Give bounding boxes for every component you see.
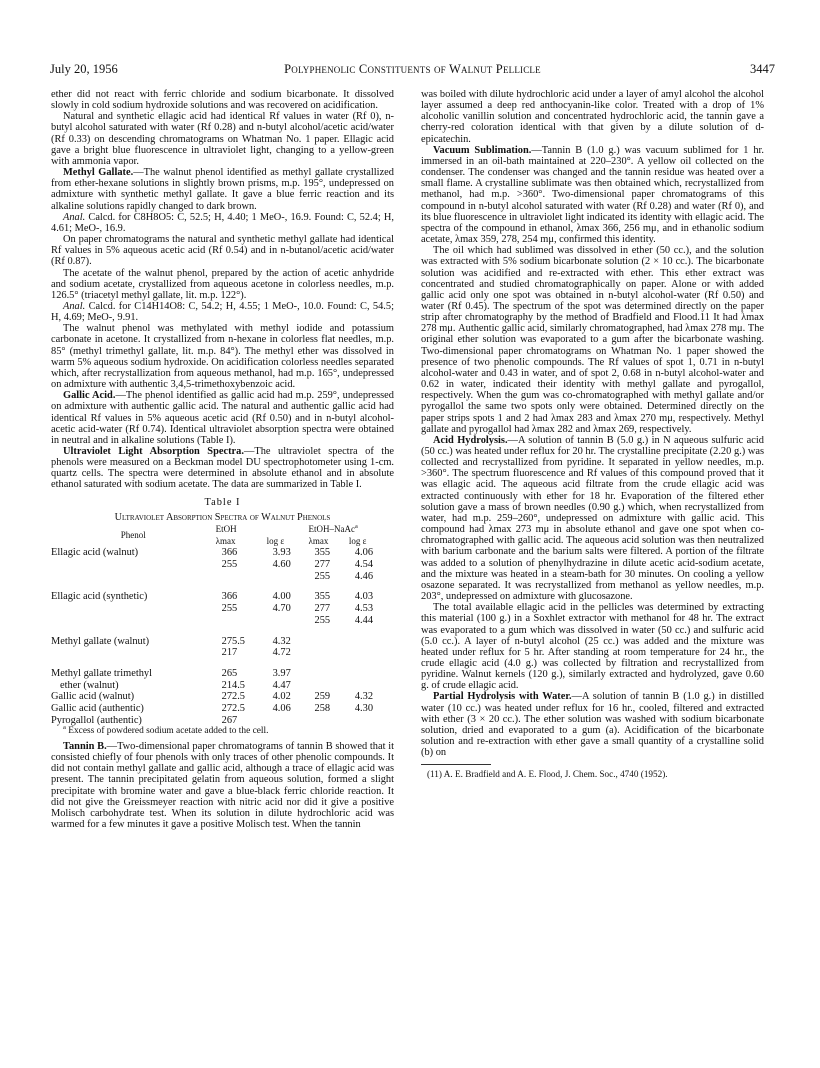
table-row [51, 680, 394, 692]
running-header [50, 62, 775, 78]
paragraph-text: Calcd. for C8H8O5: C, 52.5; H, 4.40; 1 MeO-, 16.9. Found: C, 52.4; H, 4.61; MeO-, 16.9. [51, 211, 394, 234]
cell-phenol: Ellagic acid (walnut) [51, 547, 139, 559]
paragraph [421, 435, 764, 602]
paragraph [51, 741, 394, 830]
cell-loge-etoh [267, 615, 309, 627]
table-i [51, 497, 394, 737]
cell-lmax-etoh: 366 [221, 547, 238, 559]
paragraph-text: —The ultraviolet spectra of the phenols were measured on a Beckman model DU spectrophotometer using 1-cm. quartz cells. The spectra were determined in absolute ethanol and in absolute ethanol saturated with sodium acetate. The data are summarized in Table I. [51, 446, 394, 491]
section-heading: Ultraviolet Light Absorption Spectra. [63, 446, 244, 457]
cell-lmax-naac [309, 668, 349, 680]
header-etoh-naac-label: EtOH–NaAc [308, 523, 356, 534]
cell-loge-etoh: 4.32 [272, 635, 291, 647]
table-row [51, 591, 394, 603]
cell-lmax-naac: 259 [314, 691, 331, 703]
cell-lmax-etoh: 214.5 [221, 679, 246, 691]
paragraph: was boiled with dilute hydrochloric acid under a layer of amyl alcohol the alcohol layer assumed a deep red anthocyanin-like color. Treated with a drop of 1% alcoholic vanillin solution and concentrated hydrochloric acid, the tannin gave a cherry-red coloration identical with that given by a dilute solution of d-epicatechin. [421, 89, 764, 145]
cell-loge-naac: 4.06 [354, 547, 374, 559]
cell-lmax-naac [309, 715, 349, 727]
cell-loge-etoh: 4.02 [272, 691, 291, 703]
paragraph [421, 691, 764, 758]
anal-label: Anal. [63, 211, 86, 223]
table-title: Ultraviolet Absorption Spectra of Walnut Phenols [114, 511, 331, 523]
cell-lmax-etoh: 267 [221, 714, 238, 726]
paragraph: Natural and synthetic ellagic acid had identical Rf values in water (Rf 0), n-butyl alcohol saturated with water (Rf 0.28) and n-butyl alcohol/acetic acid/water (Rf 0.33) on descending chromatograms on Whatman No. 1 paper. Ellagic acid gave a bright blue fluorescence in ultraviolet light, changing to a yellow-green with ammonia vapor. [51, 111, 394, 167]
paragraph [51, 390, 394, 446]
cell-loge-naac: 4.03 [354, 591, 374, 603]
table-row [51, 547, 394, 559]
cell-loge-etoh [267, 571, 309, 583]
paragraph: ether did not react with ferric chloride and sodium bicarbonate. It dissolved slowly in cold sodium hydroxide solutions and was recovered on acidification. [51, 89, 394, 112]
cell-loge-naac: 4.44 [354, 614, 374, 626]
footnote-marker: a [63, 724, 66, 732]
paragraph: The walnut phenol was methylated with methyl iodide and potassium carbonate in acetone. It crystallized from n-hexane in colorless flat needles, m.p. 85° (methyl trimethyl gallate, lit. m.p. 84°). The methyl ether was dissolved in warm 5% aqueous sodium hydroxide. On acidification colorless needles separated which, after recrystallization from aqueous methanol, had m.p. 165°, undepressed on admixture with authentic 3,4,5-trimethoxybenzoic acid. [51, 323, 394, 391]
paragraph [51, 446, 394, 491]
cell-loge-etoh: 3.97 [272, 667, 291, 679]
section-heading: Vacuum Sublimation. [433, 144, 532, 156]
cell-phenol: Pyrogallol (authentic) [51, 714, 142, 726]
paragraph-text: —The walnut phenol identified as methyl gallate crystallized from ether-hexane solutions in slightly brown prisms, m.p. 195°, undepressed on admixture with synthetic methyl gallate. It gave a blue ferric reaction and its alkaline solutions rapidly changed to dark brown. [51, 167, 394, 212]
header-date: July 20, 1956 [50, 62, 118, 76]
cell-phenol: ether (walnut) [60, 679, 119, 691]
cell-phenol [51, 615, 216, 627]
cell-loge-naac: 4.46 [354, 570, 374, 582]
table-row [51, 571, 394, 583]
cell-lmax-naac: 255 [314, 614, 331, 626]
table-row [51, 615, 394, 627]
cell-phenol: Ellagic acid (synthetic) [51, 591, 148, 603]
table-row [51, 603, 394, 615]
cell-loge-naac: 4.53 [354, 603, 374, 615]
section-heading: Tannin B. [63, 740, 107, 752]
paragraph-text: —Two-dimensional paper chromatograms of tannin B showed that it consisted chiefly of four phenols with only traces of other phenolic compounds. It did not contain methyl gallate and gallic acid, although a trace of ellagic acid was present. The tannin precipitated gelatin from aqueous solution, formed a slight precipitate with bromine water and gave a blue-black ferric chloride reaction. It did not give the Greissmeyer reaction with nitric acid nor did it give a positive Molisch carbohydrate test. When its solution in dilute hydrochloric acid was warmed for a few minutes it gave a positive Molisch test. When the tannin [51, 740, 394, 831]
left-column [51, 89, 394, 830]
header-loge: log ε [266, 535, 285, 546]
header-phenol: Phenol [120, 529, 146, 540]
paragraph: The oil which had sublimed was dissolved in ether (50 cc.), and the solution was extracted with 5% sodium bicarbonate solution (2 × 10 cc.). The bicarbonate solution was acidified and re-extracted with ether. This ether extract was concentrated and studied chromatographically on paper. Alone or with added gallic acid only one spot was obtained in n-butyl alcohol-water (Rf 0.50) and water (Rf 0.45). The spectrum of the spot was determined directly on the paper strip after chromatography by the method of Bradfield and Flood.11 It had λmax 278 mμ. Authentic gallic acid, similarly chromatographed, had λmax 278 mμ. The original ether solution was evaporated to a gum after the bicarbonate washing. Two-dimensional paper chromatograms on Whatman No. 1 paper showed the presence of two phenolic compounds. The Rf values of spot 1, 0.71 in n-butyl alcohol-water and 0.43 in water, and of spot 2, 0.68 in n-butyl alcohol-water and 0.62 in water, indicated their identity with methyl gallate and pyrogallol, respectively. When the gum was co-chromatographed with methyl gallate and/or pyrogallol the same two spots only were obtained. Determined directly on the paper strips spots 1 and 2 had λmax 283 and λmax 270 mμ, respectively. Methyl gallate and pyrogallol had λmax 282 and λmax 269, respectively. [421, 245, 764, 435]
cell-loge-naac [349, 668, 394, 680]
cell-lmax-etoh: 272.5 [221, 691, 246, 703]
cell-lmax-etoh [216, 571, 267, 583]
cell-loge-etoh: 4.60 [272, 559, 291, 571]
header-lmax: λmax [308, 535, 329, 546]
cell-phenol: Methyl gallate trimethyl [51, 667, 152, 679]
table-row [51, 703, 394, 715]
cell-phenol [51, 559, 216, 571]
anal-label: Anal. [63, 300, 86, 312]
cell-loge-naac: 4.32 [354, 691, 374, 703]
cell-lmax-etoh: 217 [221, 647, 238, 659]
paragraph-text: —The phenol identified as gallic acid had m.p. 259°, undepressed on admixture with authentic gallic acid. The natural and authentic gallic acid had identical Rf values in 5% aqueous acetic acid (Rf 0.50) and in n-butyl alcohol-acetic acid-water (Rf 0.74). Identical ultraviolet absorption spectra were obtained in neutral and in alkaline solutions (Table I). [51, 390, 394, 446]
paragraph: The total available ellagic acid in the pellicles was determined by extracting this material (100 g.) in a Soxhlet extractor with methanol for 48 hr. The extract was evaporated to a gum which was dissolved in water (50 cc.) and sulfuric acid (5.0 cc.). A layer of n-butyl alcohol (25 cc.) was added and the mixture was heated under reflux for 5 hr. After standing at room temperature for 24 hr., the crude ellagic acid (4.0 g.) was collected by filtration and recrystallized from pyridine. Walnut kernels (120 g.), similarly extracted and hydrolyzed, gave 0.60 g. of crude ellagic acid. [421, 602, 764, 692]
cell-lmax-naac: 255 [314, 570, 331, 582]
cell-lmax-naac: 258 [314, 703, 331, 715]
cell-lmax-naac: 355 [314, 591, 331, 603]
uv-table [51, 524, 394, 727]
header-loge: log ε [348, 535, 367, 546]
cell-lmax-etoh: 265 [221, 667, 238, 679]
cell-lmax-naac [309, 636, 349, 648]
footnote-marker: a [355, 522, 358, 530]
cell-loge-naac: 4.54 [354, 559, 374, 571]
paragraph [421, 145, 764, 245]
header-page-number: 3447 [750, 62, 775, 76]
cell-loge-etoh: 4.06 [272, 703, 291, 715]
table-row [51, 636, 394, 648]
paragraph-text: —A solution of tannin B (5.0 g.) in N aqueous sulfuric acid (50 cc.) was heated under reflux for 20 hr. The crystalline precipitate (2.20 g.) was collected and recrystallized from pyridine. It separated in yellow needles, m.p. >360°. The spectrum fluorescence and Rf values of this compound proved that it was ellagic acid. The aqueous acid filtrate from the crude ellagic acid was extracted continuously with ether for 18 hr. Evaporation of the filtered ether solution gave a mass of brown needles (0.90 g.) which, when recrystallized from water, had m.p. 259–260°, undepressed on admixture with gallic acid. This compound had λmax 273 mμ in absolute ethanol and gave one spot when co-chromatographed with gallic acid. The aqueous acid solution was then neutralized with barium carbonate and the barium salts were filtered. A portion of the filtrate was added to a solution of phenylhydrazine in dilute acetic acid-sodium acetate, and the mixture was heated in a steam-bath for 30 minutes. On cooling a yellow osazone separated. It was recrystallized from methanol as yellow needles, m.p. 203°, undepressed on admixture with glucosazone. [421, 434, 764, 603]
right-column [421, 89, 764, 780]
cell-lmax-naac: 277 [314, 603, 331, 615]
table-footnote-text: Excess of powdered sodium acetate added to the cell. [65, 726, 269, 737]
cell-loge-etoh: 3.93 [272, 547, 291, 559]
header-etoh: EtOH [215, 523, 237, 534]
cell-phenol: Gallic acid (authentic) [51, 703, 144, 715]
cell-loge-etoh: 4.47 [272, 679, 291, 691]
cell-lmax-etoh: 255 [221, 603, 238, 615]
cell-phenol [51, 571, 216, 583]
paragraph [51, 167, 394, 212]
cell-lmax-etoh: 275.5 [221, 635, 246, 647]
paragraph [51, 301, 394, 323]
section-heading: Gallic Acid. [63, 390, 116, 402]
table-footnote [51, 726, 394, 737]
cell-lmax-etoh [216, 615, 267, 627]
paragraph [51, 212, 394, 234]
cell-lmax-etoh: 272.5 [221, 703, 246, 715]
header-etoh-naac [309, 524, 394, 536]
table-row [51, 647, 394, 659]
paragraph: On paper chromatograms the natural and synthetic methyl gallate had identical Rf values in 5% aqueous acetic acid (Rf 0.54) and in n-butanol/acetic acid/water (Rf 0.87). [51, 234, 394, 268]
cell-loge-naac [349, 680, 394, 692]
cell-lmax-naac [309, 647, 349, 659]
cell-lmax-naac: 355 [314, 547, 331, 559]
footnote-divider [421, 764, 491, 765]
cell-lmax-etoh: 366 [221, 591, 238, 603]
paragraph-text: —A solution of tannin B (1.0 g.) in distilled water (10 cc.) was heated under reflux for 16 hr., cooled, filtered and extracted with ether (3 × 20 cc.). The ether solution was washed with sodium bicarbonate solution, dried and evaporated to a gum (a). Acidification of the bicarbonate solution and re-extraction with ether gave a small quantity of a crystalline solid (b) on [421, 691, 764, 759]
cell-lmax-etoh: 255 [221, 559, 238, 571]
section-heading: Acid Hydrolysis. [433, 434, 508, 446]
paragraph-text: —Tannin B (1.0 g.) was vacuum sublimed for 1 hr. immersed in an oil-bath maintained at 220–230°. A yellow oil collected on the condenser. The condenser was changed and the tannin residue was heated over a small flame. A crystalline sublimate was then obtained which, recrystallized from methanol, had m.p. >360°. Two-dimensional paper chromatograms of this compound in n-butyl alcohol saturated with water (Rf 0.28) and water (Rf 0), and its blue fluorescence in ultraviolet light indicated its identity with ellagic acid. The spectra of the compound in ethanol, λmax 366, 256 mμ, and in ethanolic sodium acetate, λmax 359, 278, 254 mμ, confirmed this identity. [421, 144, 765, 246]
cell-loge-etoh: 4.00 [272, 591, 291, 603]
header-lmax: λmax [215, 535, 236, 546]
section-heading: Methyl Gallate. [63, 167, 134, 179]
cell-phenol: Methyl gallate (walnut) [51, 635, 150, 647]
cell-lmax-naac [309, 680, 349, 692]
paragraph-text: Calcd. for C14H14O8: C, 54.2; H, 4.55; 1 MeO-, 10.0. Found: C, 54.5; H, 4.69; MeO-, 9.91. [51, 300, 394, 324]
table-row [51, 691, 394, 703]
table-row [51, 559, 394, 571]
cell-lmax-naac: 277 [314, 559, 331, 571]
cell-loge-naac [349, 636, 394, 648]
cell-phenol [51, 603, 216, 615]
cell-loge-etoh: 4.70 [272, 603, 291, 615]
cell-loge-etoh: 4.72 [272, 647, 291, 659]
cell-loge-naac: 4.30 [354, 703, 374, 715]
cell-loge-etoh [267, 715, 309, 727]
table-row [51, 715, 394, 727]
header-running-title: Polyphenolic Constituents of Walnut Pellicle [284, 62, 541, 76]
cell-phenol [51, 647, 216, 659]
section-heading: Partial Hydrolysis with Water. [433, 691, 572, 703]
table-row [51, 668, 394, 680]
cell-loge-naac [349, 715, 394, 727]
paragraph: The acetate of the walnut phenol, prepared by the action of acetic anhydride and sodium acetate, crystallized from aqueous acetone in colorless needles, m.p. 126.5° (triacetyl methyl gallate, lit. m.p. 122°). [51, 267, 394, 301]
cell-loge-naac [349, 647, 394, 659]
table-number: Table I [204, 496, 241, 508]
reference-footnote: (11) A. E. Bradfield and A. E. Flood, J. Chem. Soc., 4740 (1952). [427, 769, 668, 780]
cell-phenol: Gallic acid (walnut) [51, 691, 135, 703]
